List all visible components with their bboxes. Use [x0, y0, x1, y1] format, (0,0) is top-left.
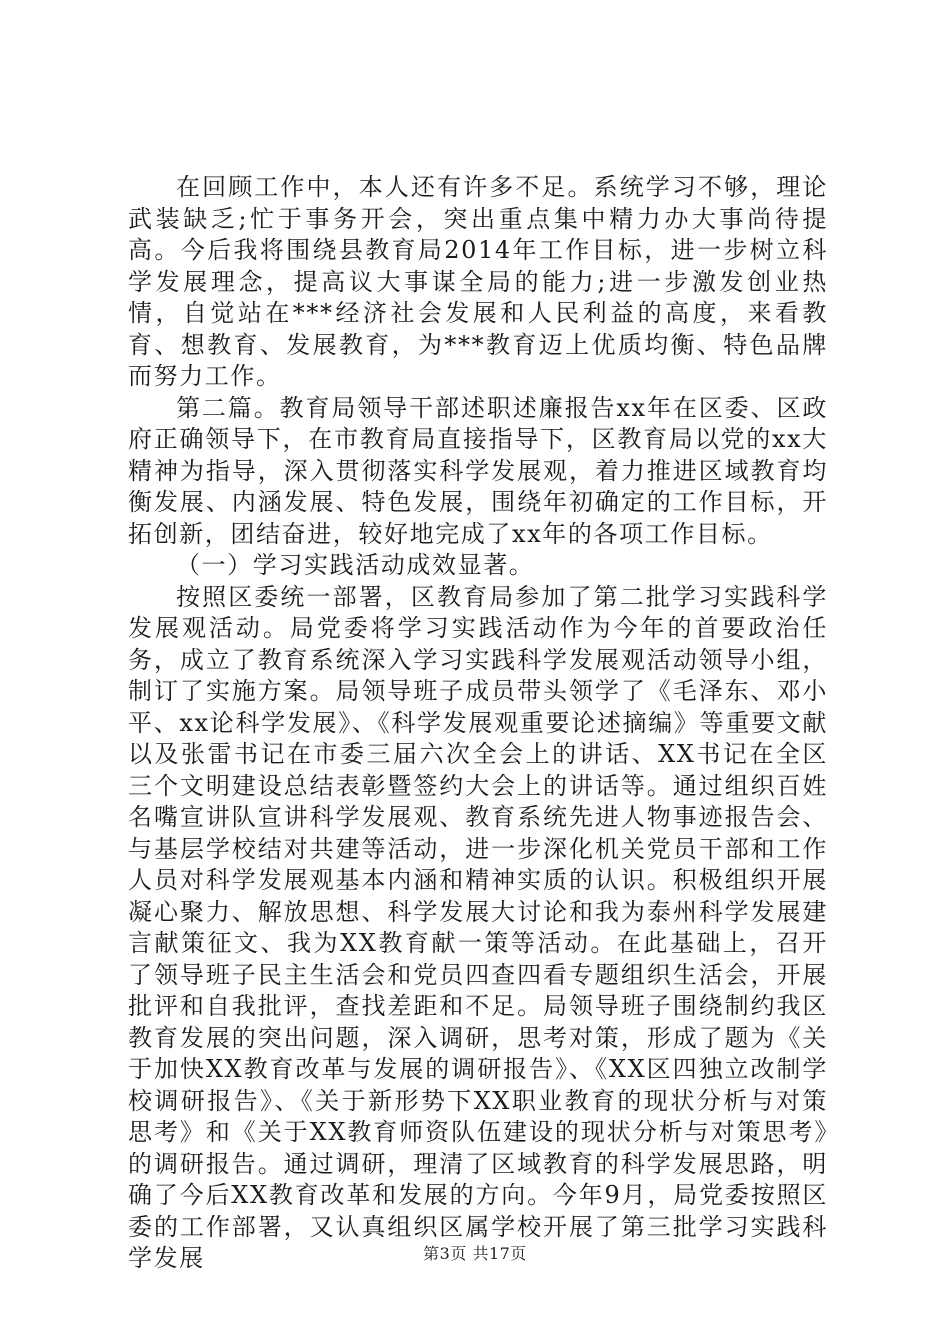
document-body [128, 172, 828, 1275]
section-heading-learning-practice: （一）学习实践活动成效显著。 [176, 551, 535, 579]
paragraph-review: 在回顾工作中，本人还有许多不足。系统学习不够，理论武装缺乏;忙于事务开会，突出重点集中精力办大事尚待提高。今后我将围绕县教育局2014年工作目标，进一步树立科学发展理念，提高议大事谋全局的能力;进一步激发创业热情，自觉站在***经济社会发展和人民利益的高度，来看教育、想教育、发展教育，为***教育迈上优质均衡、特色品牌而努力工作。 [128, 173, 828, 390]
page-number-footer: 第3页 共17页 [423, 1244, 527, 1263]
paragraph-chapter-two: 第二篇。教育局领导干部述职述廉报告xx年在区委、区政府正确领导下，在市教育局直接指导下，区教育局以党的xx大精神为指导，深入贯彻落实科学发展观，着力推进区域教育均衡发展、内涵发展、特色发展，围绕年初确定的工作目标，开拓创新，团结奋进，较好地完成了xx年的各项工作目标。 [128, 393, 828, 548]
paragraph-learning-practice: 按照区委统一部署，区教育局参加了第二批学习实践科学发展观活动。局党委将学习实践活动作为今年的首要政治任务，成立了教育系统深入学习实践科学发展观活动领导小组，制订了实施方案。局领导班子成员带头领学了《毛泽东、邓小平、xx论科学发展》、《科学发展观重要论述摘编》等重要文献以及张雷书记在市委三届六次全会上的讲话、XX书记在全区三个文明建设总结表彰暨签约大会上的讲话等。通过组织百姓名嘴宣讲队宣讲科学发展观、教育系统先进人物事迹报告会、与基层学校结对共建等活动，进一步深化机关党员干部和工作人员对科学发展观基本内涵和精神实质的认识。积极组织开展凝心聚力、解放思想、科学发展大讨论和我为泰州科学发展建言献策征文、我为XX教育献一策等活动。在此基础上，召开了领导班子民主生活会和党员四查四看专题组织生活会，开展批评和自我批评，查找差距和不足。局领导班子围绕制约我区教育发展的突出问题，深入调研，思考对策，形成了题为《关于加快XX教育改革与发展的调研报告》、《XX区四独立改制学校调研报告》、《关于新形势下XX职业教育的现状分析与对策思考》和《关于XX教育师资队伍建设的现状分析与对策思考》的调研报告。通过调研，理清了区域教育的科学发展思路，明确了今后XX教育改革和发展的方向。今年9月，局党委按照区委的工作部署，又认真组织区属学校开展了第三批学习实践科学发展 [128, 582, 828, 1272]
